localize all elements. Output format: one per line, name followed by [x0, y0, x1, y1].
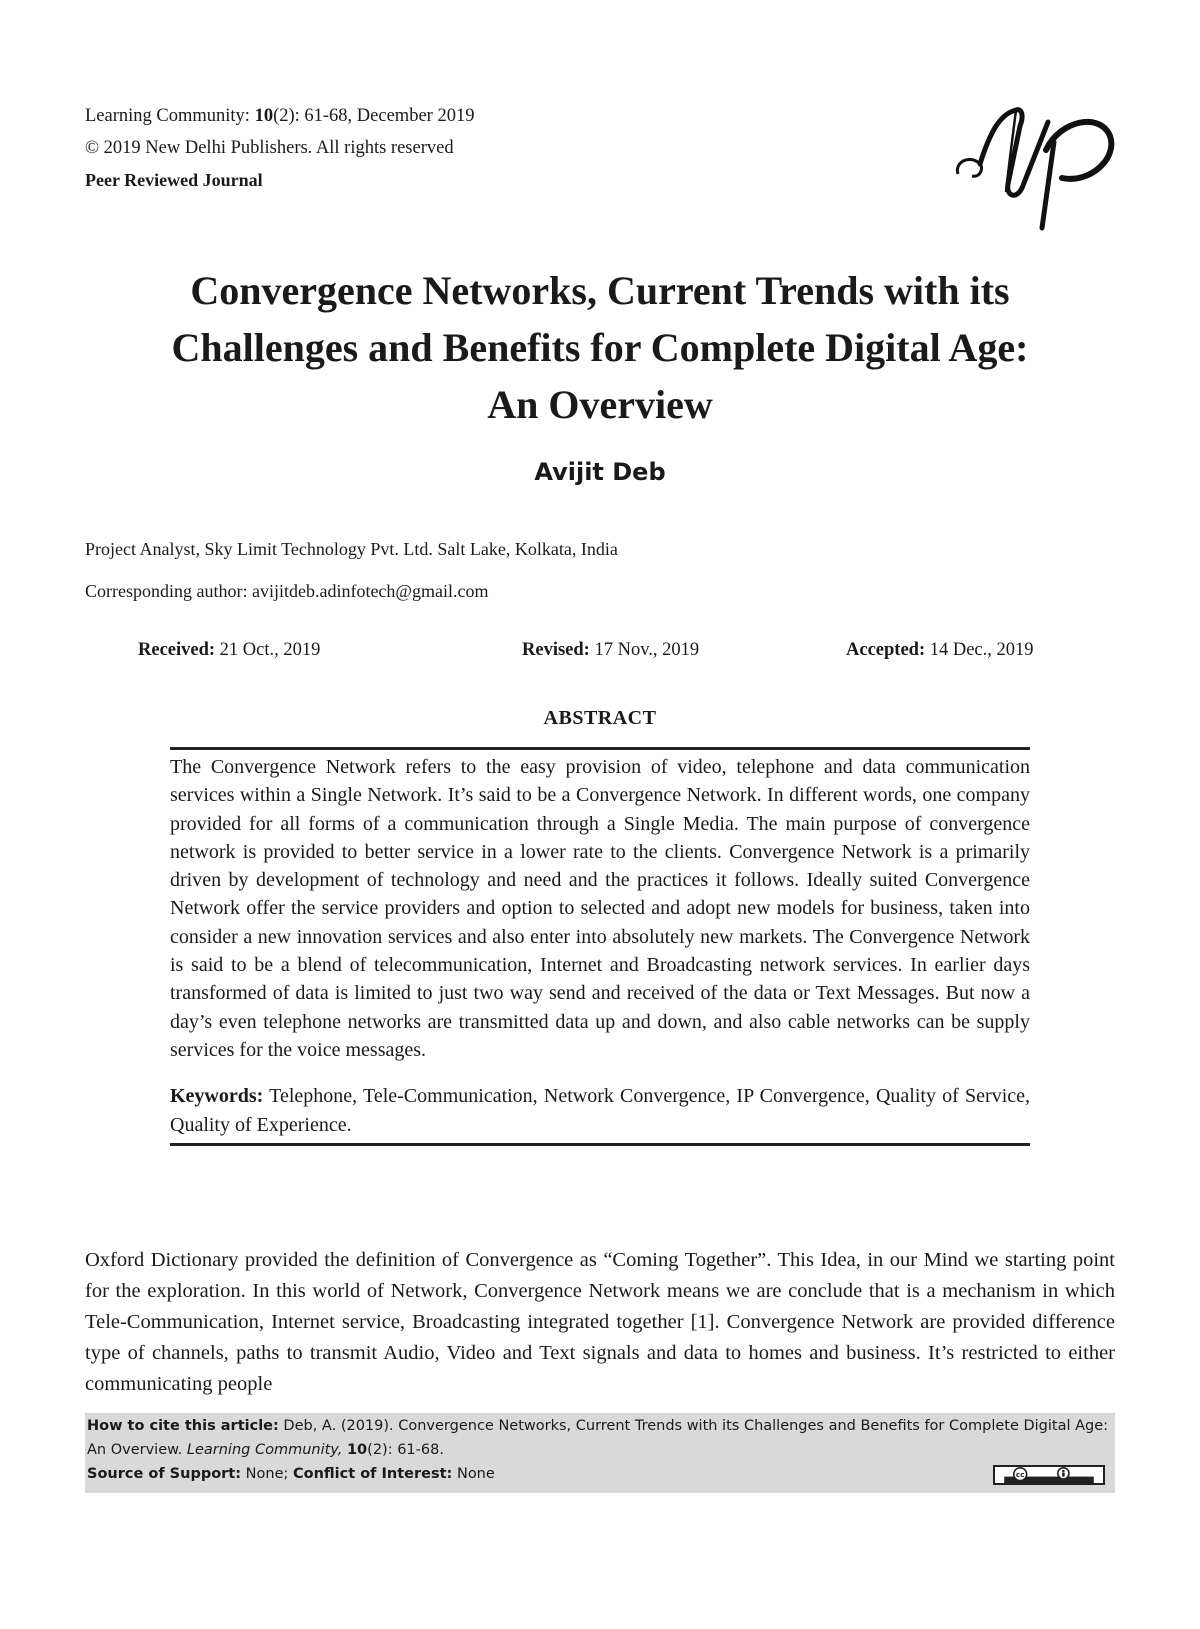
conflict-label: Conflict of Interest: [292, 1466, 453, 1482]
journal-issue-pages-date: (2): 61-68, December 2019 [273, 106, 475, 126]
affiliation: Project Analyst, Sky Limit Technology Pvt. Ltd. Salt Lake, Kolkata, India [85, 539, 618, 559]
author-affiliation-block [85, 537, 618, 603]
received-value: 21 Oct., 2019 [219, 640, 321, 660]
citation-volume: 10 [346, 1442, 368, 1458]
accepted-value: 14 Dec., 2019 [929, 640, 1034, 660]
journal-citation-line [85, 104, 474, 136]
abstract-heading: ABSTRACT [543, 707, 657, 729]
revised-label: Revised: [522, 640, 590, 660]
accepted-date [846, 640, 1034, 661]
keywords [170, 1082, 1030, 1139]
citation-label: How to cite this article: [87, 1418, 279, 1434]
support-value: None; [245, 1466, 289, 1482]
accepted-label: Accepted: [846, 640, 926, 660]
received-date [138, 640, 320, 661]
journal-name: Learning Community: [85, 106, 250, 126]
copyright-line: © 2019 New Delhi Publishers. All rights reserved [85, 138, 454, 158]
revised-value: 17 Nov., 2019 [594, 640, 700, 660]
article-title-line: An Overview [487, 382, 713, 427]
citation-text [85, 1414, 1115, 1462]
peer-reviewed-label: Peer Reviewed Journal [85, 170, 263, 190]
abstract-text: The Convergence Network refers to the easy provision of video, telephone and data communication services within a Single Network. It’s said to be a Convergence Network. In different words, one company provided for all forms of a communication through a Single Media. The main purpose of convergence network is provided to better service in a lower rate to the clients. Convergence Network is a primarily driven by development of technology and need and the practices it follows. Ideally suited Convergence Network offer the service providers and option to selected and adopt new models for business, taken into consider a new innovation services and also enter into absolutely new markets. The Convergence Network is said to be a blend of telecommunication, Internet and Broadcasting network services. In earlier days transformed of data is limited to just two way send and received of the data or Text Messages. But now a day’s even telephone networks are transmitted data up and down, and also cable networks can be supply services for the voice messages. [170, 756, 1030, 1061]
keywords-list: Telephone, Tele-Communication, Network Convergence, IP Convergence, Quality of Service, Quality of Experience. [170, 1085, 1031, 1136]
abstract-box [170, 747, 1030, 1146]
author-name: Avijit Deb [534, 458, 666, 486]
citation-pages: (2): 61-68. [367, 1442, 444, 1458]
revised-date [522, 640, 699, 661]
article-title-line: Convergence Networks, Current Trends with its [190, 268, 1010, 313]
received-label: Received: [138, 640, 216, 660]
body-paragraph: Oxford Dictionary provided the definition of Convergence as “Coming Together”. This Idea, in our Mind we starting point for the exploration. In this world of Network, Convergence Network means we are conclude that is a mechanism in which Tele-Communication, Internet service, Broadcasting integrated together [1]. Convergence Network are provided difference type of channels, paths to transmit Audio, Video and Text signals and data to homes and business. It’s restricted to either communicating people [85, 1249, 1115, 1395]
support-conflict-line [85, 1462, 1115, 1486]
publisher-logo [950, 92, 1130, 232]
cc-by-license-icon [993, 1465, 1105, 1485]
citation-body: Deb, A. (2019). Convergence Networks, Current Trends with its Challenges and Benefits for Complete Digital Age: An Overview. [87, 1418, 1109, 1458]
conflict-value: None [456, 1466, 495, 1482]
corresponding-author: Corresponding author: avijitdeb.adinfotech@gmail.com [85, 581, 489, 601]
support-label: Source of Support: [87, 1466, 242, 1482]
article-title [60, 262, 1140, 433]
keywords-label: Keywords: [170, 1085, 264, 1108]
citation-box [85, 1413, 1115, 1493]
journal-volume: 10 [254, 106, 274, 126]
article-title-line: Challenges and Benefits for Complete Digital Age: [171, 325, 1029, 370]
svg-text:cc: cc [1015, 1470, 1025, 1479]
citation-journal: Learning Community, [186, 1442, 343, 1458]
journal-header [85, 104, 474, 192]
